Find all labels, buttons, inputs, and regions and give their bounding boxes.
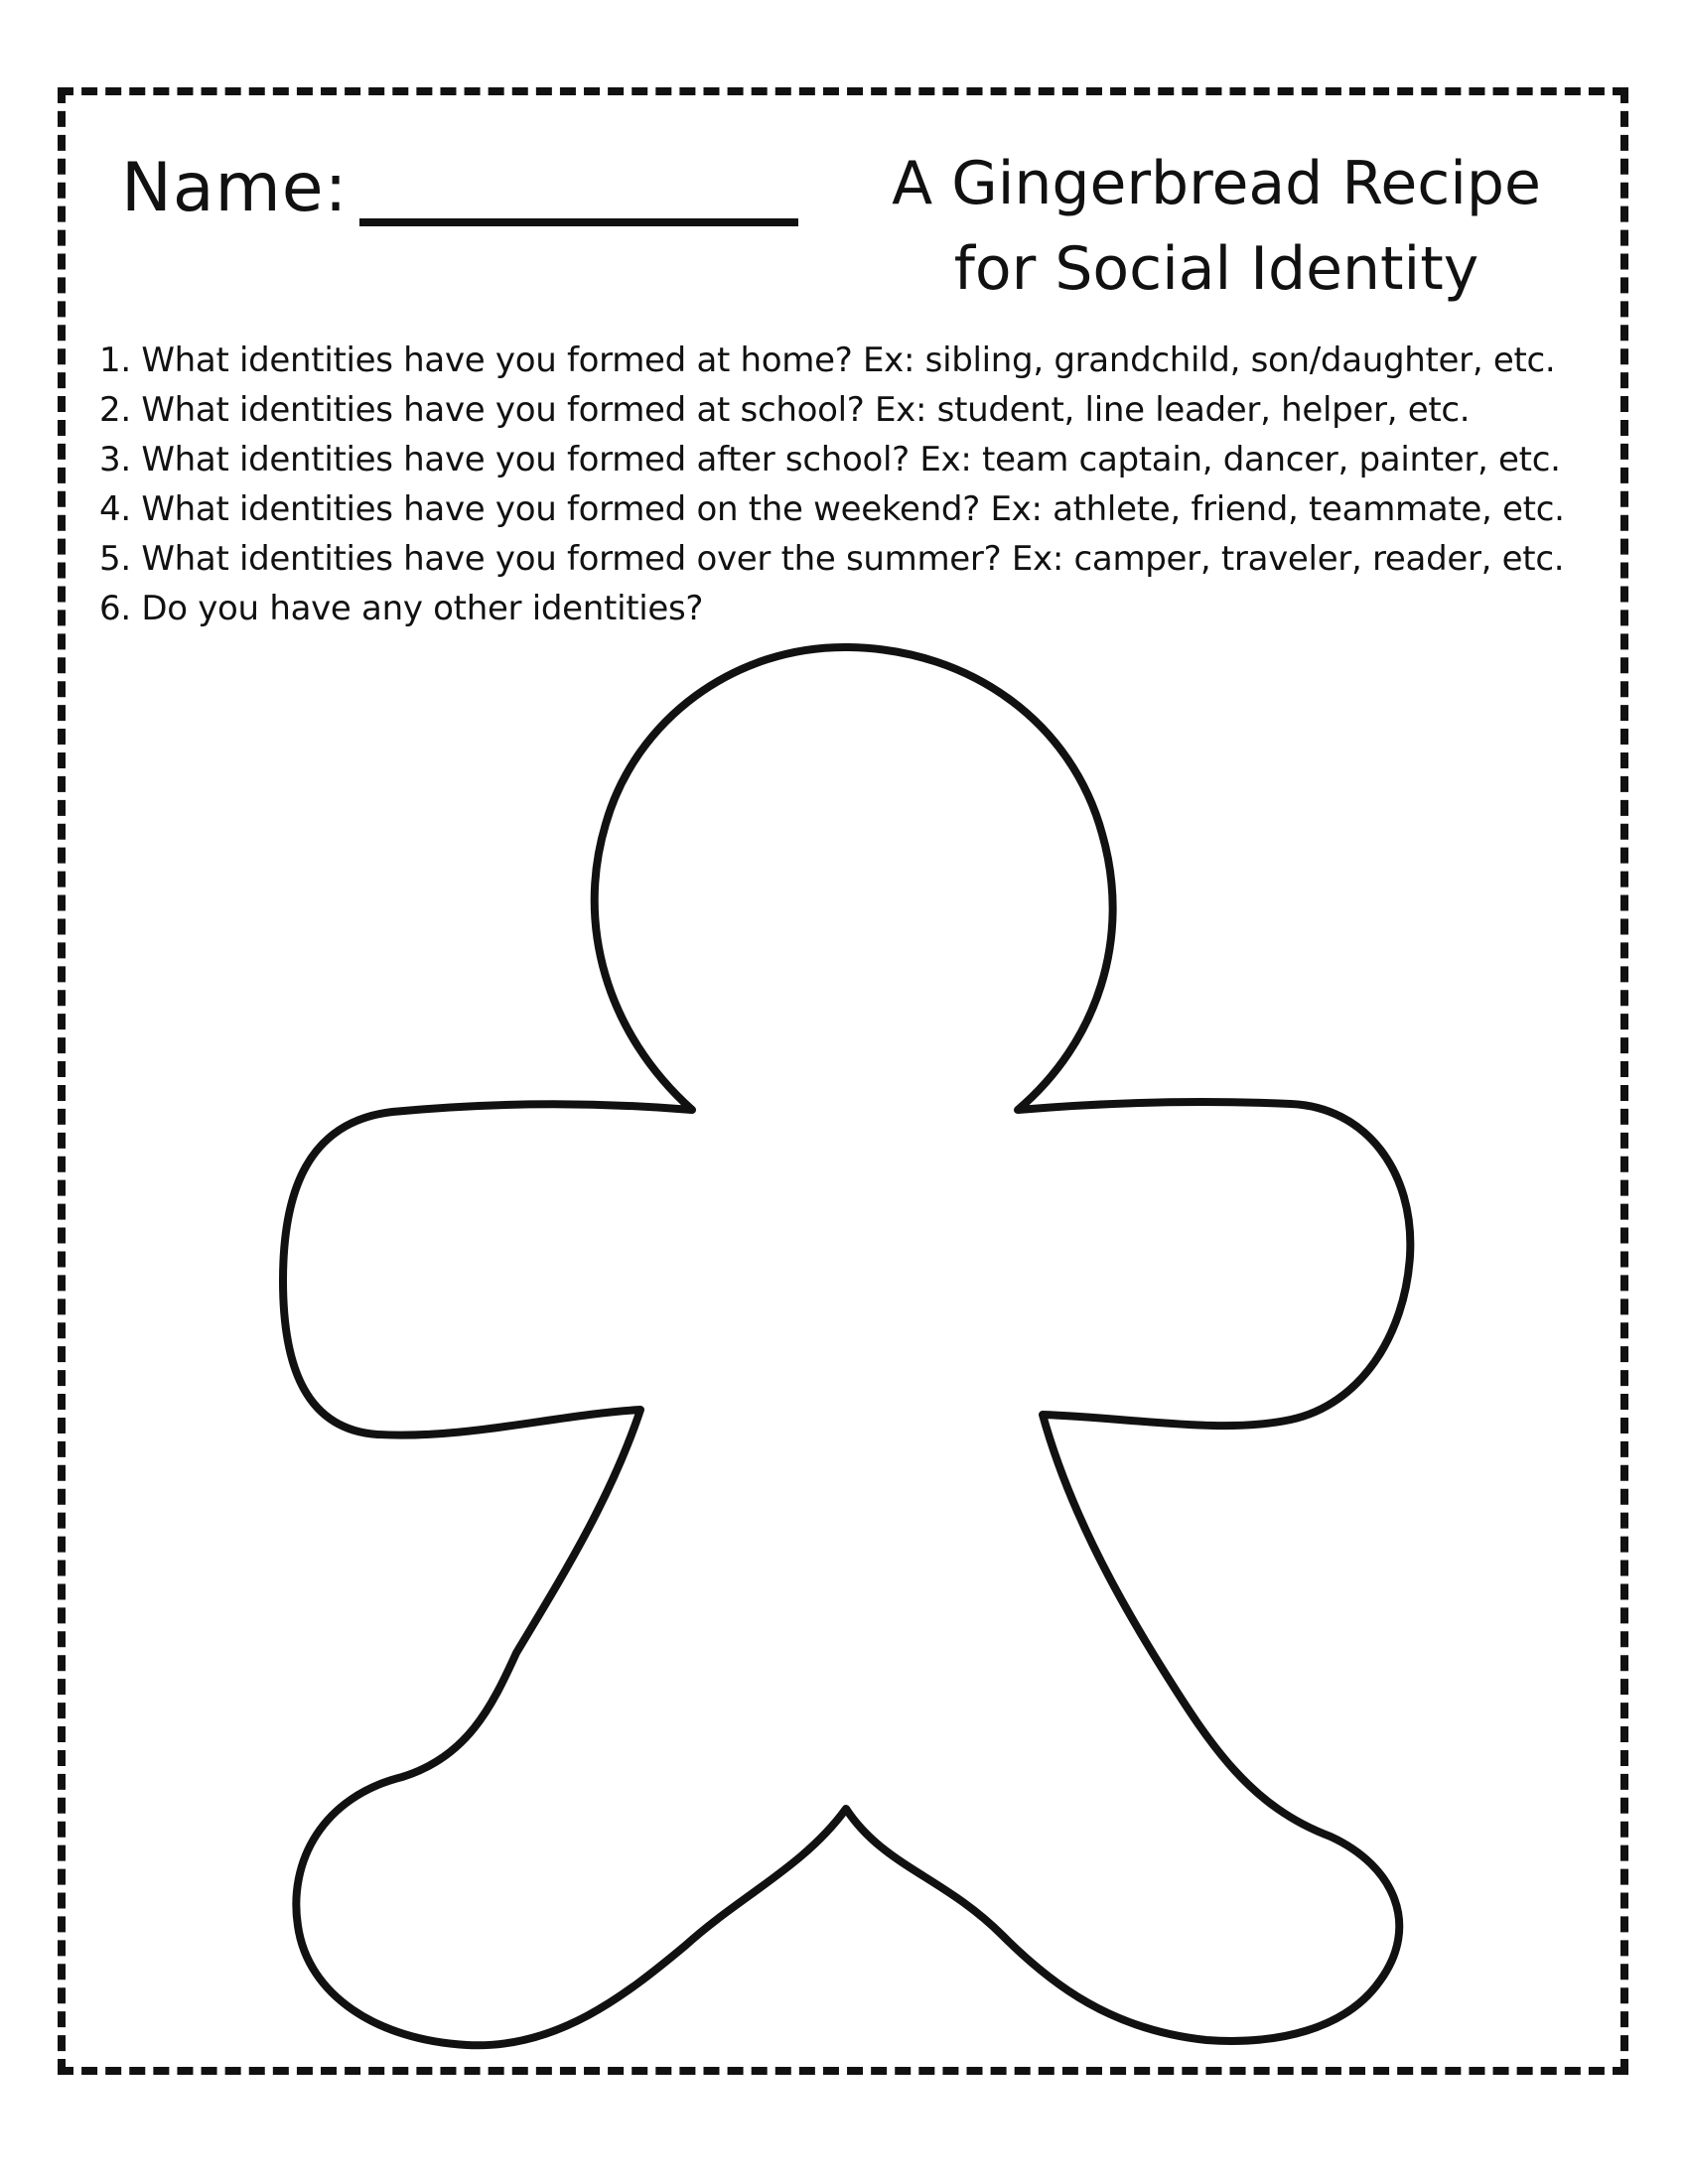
title-line-1: A Gingerbread Recipe (892, 149, 1541, 218)
question-list (99, 336, 1628, 633)
question-item: 2. What identities have you formed at school? Ex: student, line leader, helper, etc. (99, 390, 1471, 430)
question-item: 6. Do you have any other identities? (99, 589, 704, 628)
question-item: 1. What identities have you formed at home? Ex: sibling, grandchild, son/daughter, etc. (99, 341, 1556, 380)
worksheet-title (854, 141, 1579, 312)
question-item: 3. What identities have you formed after school? Ex: team captain, dancer, painter, etc. (99, 440, 1561, 479)
name-field-line[interactable] (359, 218, 798, 226)
title-line-2: for Social Identity (953, 234, 1479, 304)
question-item: 4. What identities have you formed on the weekend? Ex: athlete, friend, teammate, etc. (99, 489, 1565, 529)
name-label: Name: (121, 149, 349, 227)
question-item: 5. What identities have you formed over the summer? Ex: camper, traveler, reader, etc. (99, 539, 1565, 579)
